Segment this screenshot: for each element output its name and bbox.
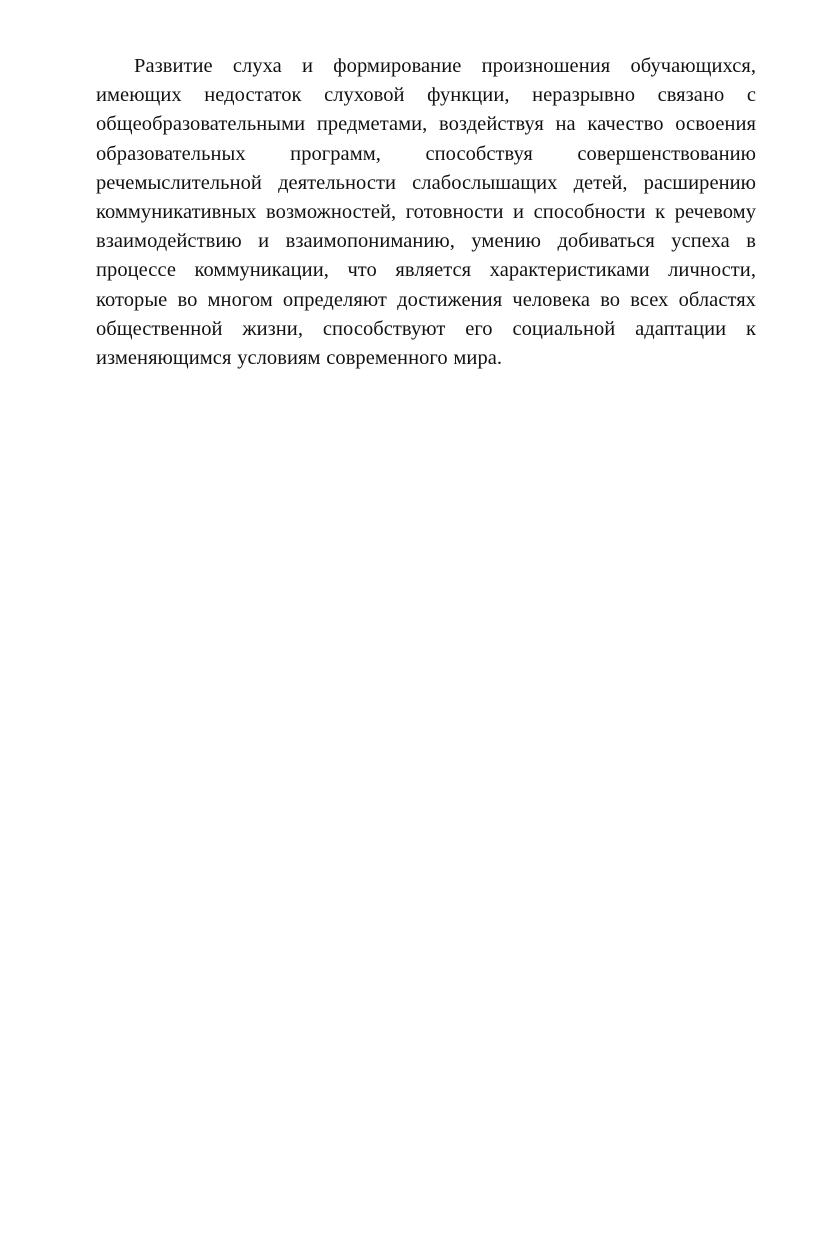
page-content-area [96,52,756,373]
body-paragraph: Развитие слуха и формирование произношения обучающихся, имеющих недостаток слуховой функции, неразрывно связано с общеобразовательными предметами, воздействуя на качество освоения образовательных программ, способствуя совершенствованию речемыслительной деятельности слабослышащих детей, расширению коммуникативных возможностей, готовности и способности к речевому взаимодействию и взаимопониманию, умению добиваться успеха в процессе коммуникации, что является характеристиками личности, которые во многом определяют достижения человека во всех областях общественной жизни, способствуют его социальной адаптации к изменяющимся условиям современного мира. [96,55,756,370]
